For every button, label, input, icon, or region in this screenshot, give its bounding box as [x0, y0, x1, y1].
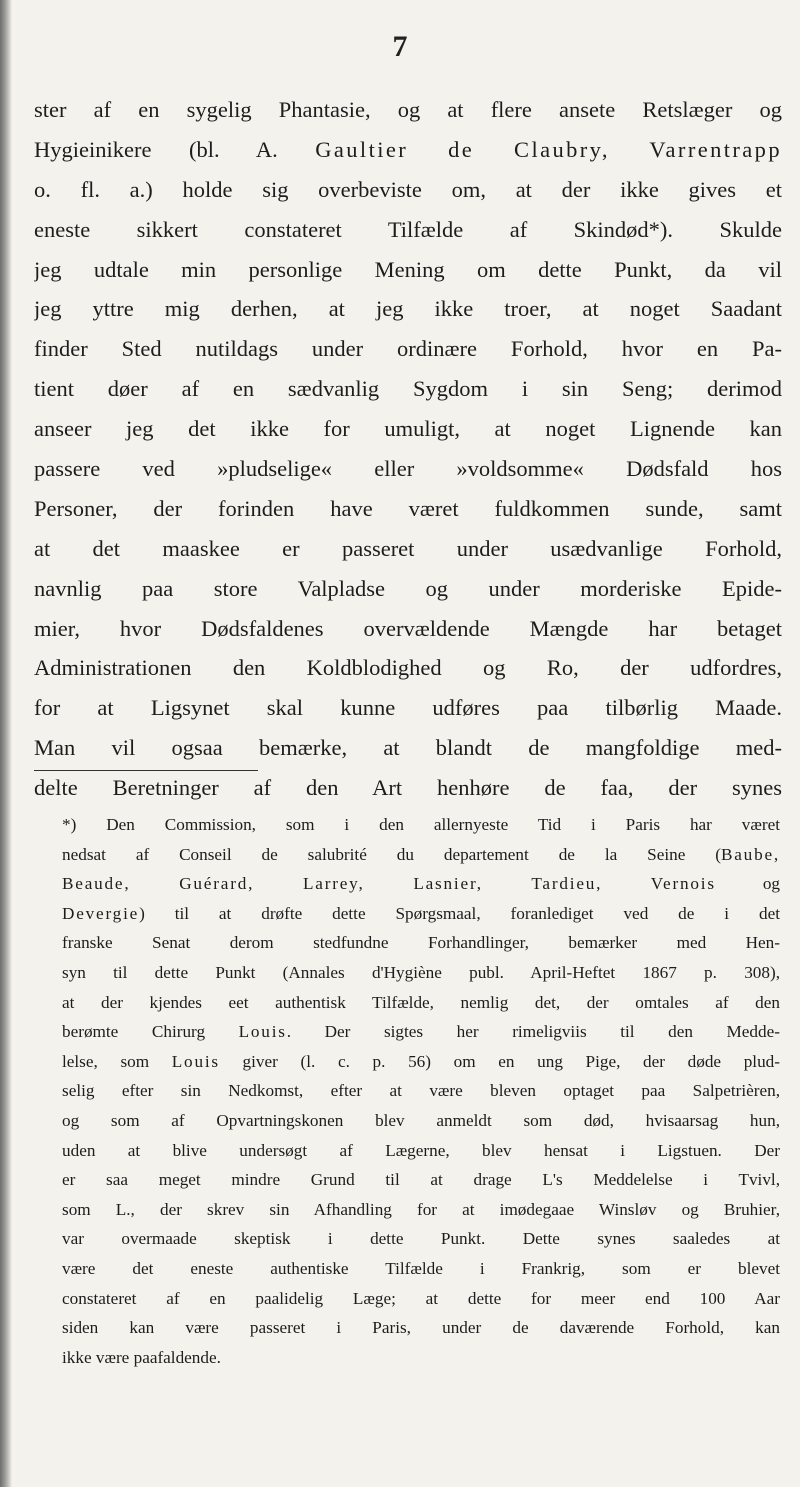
text-line: Personer, der forinden have været fuldkommen sunde, samt	[34, 495, 782, 521]
footnote-line: er saa meget mindre Grund til at drage L's Meddelelse i Tvivl,	[62, 1170, 780, 1190]
text-line: navnlig paa store Valpladse og under morderiske Epide-	[34, 575, 782, 601]
author-names: Louis	[238, 1022, 287, 1042]
text-line: for at Ligsynet skal kunne udføres paa tilbørlig Maade.	[34, 695, 782, 721]
text-line: ster af en sygelig Phantasie, og at flere ansete Retslæger og	[34, 97, 782, 122]
footnote-rule	[34, 770, 258, 771]
text-line: jeg udtale min personlige Mening om dette Punkt, da vil	[34, 256, 782, 282]
text-segment: lelse, som	[62, 1051, 172, 1071]
author-names: Baube,	[720, 844, 780, 864]
footnote-line	[62, 1047, 780, 1077]
text-line: eneste sikkert constateret Tilfælde af Skindød*). Skulde	[34, 216, 782, 242]
text-line: mier, hvor Dødsfaldenes overvældende Mængde har betaget	[34, 615, 782, 641]
footnote-line: selig efter sin Nedkomst, efter at være bleven optaget paa Salpetrièren,	[62, 1081, 780, 1101]
text-segment: og	[715, 874, 780, 894]
text-line: o. fl. a.) holde sig overbeviste om, at der ikke gives et	[34, 176, 782, 202]
author-names: Devergie	[62, 903, 140, 923]
footnote-line: constateret af en paalidelig Læge; at dette for meer end 100 Aar	[62, 1288, 780, 1308]
text-line	[34, 130, 782, 170]
text-segment: Den Commission, som i den allernyeste Tid i Paris har været	[76, 815, 780, 834]
text-line: finder Sted nutildags under ordinære Forhold, hvor en Pa-	[34, 336, 782, 362]
page-number: 7	[392, 30, 408, 63]
text-line: at det maaskee er passeret under usædvanlige Forhold,	[34, 535, 782, 561]
text-line: Man vil ogsaa bemærke, at blandt de mangfoldige med-	[34, 735, 782, 761]
footnote-line: ikke være paafaldende.	[62, 1347, 221, 1367]
text-segment: . Der sigtes her rimeligviis til den Medde-	[286, 1022, 780, 1042]
footnote-line	[62, 1017, 780, 1047]
text-line: anseer jeg det ikke for umuligt, at noget Lignende kan	[34, 416, 782, 442]
footnote-line: være det eneste authentiske Tilfælde i Frankrig, som er blevet	[62, 1258, 780, 1278]
footnote-line: franske Senat derom stedfundne Forhandlinger, bemærker med Hen-	[62, 933, 780, 953]
footnote-line: at der kjendes eet authentisk Tilfælde, nemlig det, der omtales af den	[62, 992, 780, 1012]
main-text	[34, 90, 782, 808]
footnote-line	[62, 899, 780, 929]
text-line: jeg yttre mig derhen, at jeg ikke troer, at noget Saadant	[34, 296, 782, 322]
text-line: delte Beretninger af den Art henhøre de faa, der synes	[34, 775, 782, 801]
footnote-mark: *)	[62, 815, 77, 834]
author-names: Louis	[171, 1051, 220, 1071]
footnote	[62, 810, 780, 1372]
footnote-line	[62, 810, 780, 840]
text-line: Administrationen den Koldblodighed og Ro, der udfordres,	[34, 655, 782, 681]
footnote-line: syn til dette Punkt (Annales d'Hygiène publ. April-Heftet 1867 p. 308),	[62, 962, 780, 982]
text-line: tient døer af en sædvanlig Sygdom i sin Seng; derimod	[34, 376, 782, 402]
text-segment: berømte Chirurg	[62, 1022, 239, 1042]
text-segment: ) til at drøfte dette Spørgsmaal, foranlediget ved de i det	[139, 903, 780, 923]
author-names: Gaultier de Claubry, Varrentrapp	[315, 136, 782, 162]
footnote-line: uden at blive undersøgt af Lægerne, blev hensat i Ligstuen. Der	[62, 1140, 780, 1160]
footnote-line: siden kan være passeret i Paris, under de daværende Forhold, kan	[62, 1318, 780, 1338]
author-names: Beaude, Guérard, Larrey, Lasnier, Tardieu, Vernois	[62, 874, 716, 894]
footnote-line: som L., der skrev sin Afhandling for at imødegaae Winsløv og Bruhier,	[62, 1199, 780, 1219]
book-gutter	[0, 0, 12, 1487]
footnote-line: og som af Opvartningskonen blev anmeldt som død, hvisaarsag hun,	[62, 1110, 780, 1130]
text-segment: giver (l. c. p. 56) om en ung Pige, der døde plud-	[219, 1051, 780, 1071]
text-line: passere ved »pludselige« eller »voldsomme« Dødsfald hos	[34, 456, 782, 482]
footnote-line: var overmaade skeptisk i dette Punkt. Dette synes saaledes at	[62, 1229, 780, 1249]
text-segment: Hygieinikere (bl. A.	[34, 136, 316, 162]
footnote-line	[62, 869, 780, 899]
text-segment: nedsat af Conseil de salubrité du departement de la Seine (	[62, 844, 721, 864]
footnote-line	[62, 840, 780, 870]
